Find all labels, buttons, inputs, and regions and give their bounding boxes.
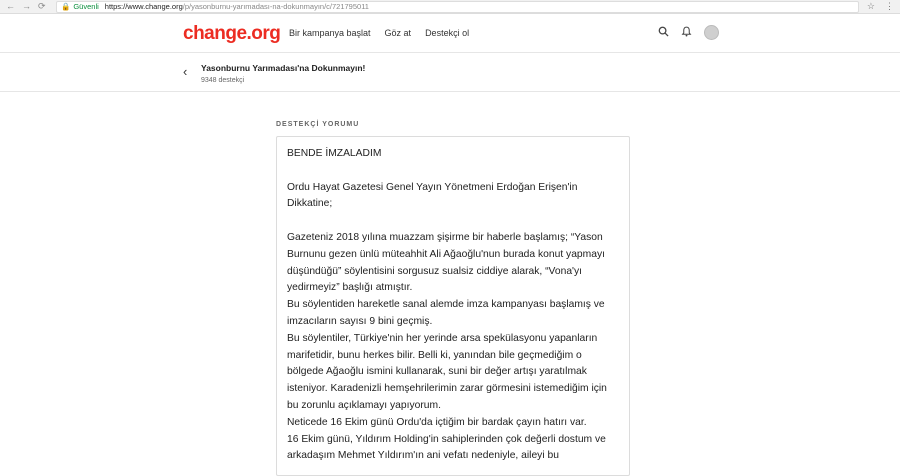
comment-paragraph: BENDE İMZALADIM [287,148,382,159]
site-header [0,14,900,53]
comment-paragraph: Gazeteniz 2018 yılına muazzam şişirme bir haberle başlamış; “Yason Burnunu gezen ünlü müteahhit Ali Ağaoğlu'nun burada konut yapmayı düşündüğü” söylentisini sorgusuz sualsiz ciddiye alarak, “Vona'yı yedirmeyiz” başlığı atmıştır. Bu söylentiden hareketle sanal alemde imza kampanyası başlamış ve imzacıların sayısı 9 bini geçmiş. Bu söylentiler, Türkiye'nin her yerinde arsa spekülasyonu yapanların marifetidir, bunu herkes bilir. Belli ki, yanından bile geçmediğim o bölgede Ağaoğlu ismini kullanarak, suni bir değer artışı yaratılmak isteniyor. Karadenizli hemşehrilerimin zarar görmesini istemediğim için bu zorunlu açıklamayı yapıyorum. Neticede 16 Ekim günü Ordu'da içtiğim bir bardak çayın hatırı var. 16 Ekim günü, Yıldırım Holding'in sahiplerinden çok değerli dostum ve arkadaşım Mehmet Yıldırım'ın ani vefatı nedeniyle, aileyi bu [287,231,607,462]
nav-start-campaign[interactable]: Bir kampanya başlat [289,28,371,38]
url-path: /p/yasonburnu-yarımadası-na-dokunmayın/c/721795011 [182,2,369,11]
notification-bell-icon[interactable] [681,26,692,40]
browser-toolbar [0,0,900,14]
address-bar[interactable] [56,1,859,13]
site-logo[interactable]: change.org [183,23,281,44]
lock-icon: 🔒 [61,2,71,11]
avatar[interactable] [704,25,719,40]
supporter-count: 9348 destekçi [201,77,245,84]
star-icon[interactable]: ☆ [866,1,875,11]
petition-title[interactable]: Yasonburnu Yarımadası'na Dokunmayın! [201,63,366,73]
browser-actions [867,1,900,12]
search-icon[interactable] [658,26,669,40]
main-nav [289,28,469,38]
menu-dots-icon[interactable]: ⋮ [885,1,894,11]
petition-bar [0,53,900,92]
nav-become-supporter[interactable]: Destekçi ol [425,28,470,38]
url-host: https://www.change.org [104,2,183,11]
header-icons [658,25,719,40]
comment-card [276,136,630,476]
reload-icon[interactable]: ⟳ [38,1,46,11]
secure-label: Güvenli [73,2,99,11]
comment-paragraph: Ordu Hayat Gazetesi Genel Yayın Yönetmeni Erdoğan Erişen'in Dikkatine; [287,181,578,210]
chevron-left-icon[interactable]: ‹ [183,64,188,79]
browser-nav [0,1,56,12]
section-label: DESTEKÇİ YORUMU [276,121,360,128]
back-arrow-icon[interactable]: ← [6,1,15,11]
forward-arrow-icon[interactable]: → [22,1,31,11]
nav-browse[interactable]: Göz at [384,28,412,38]
